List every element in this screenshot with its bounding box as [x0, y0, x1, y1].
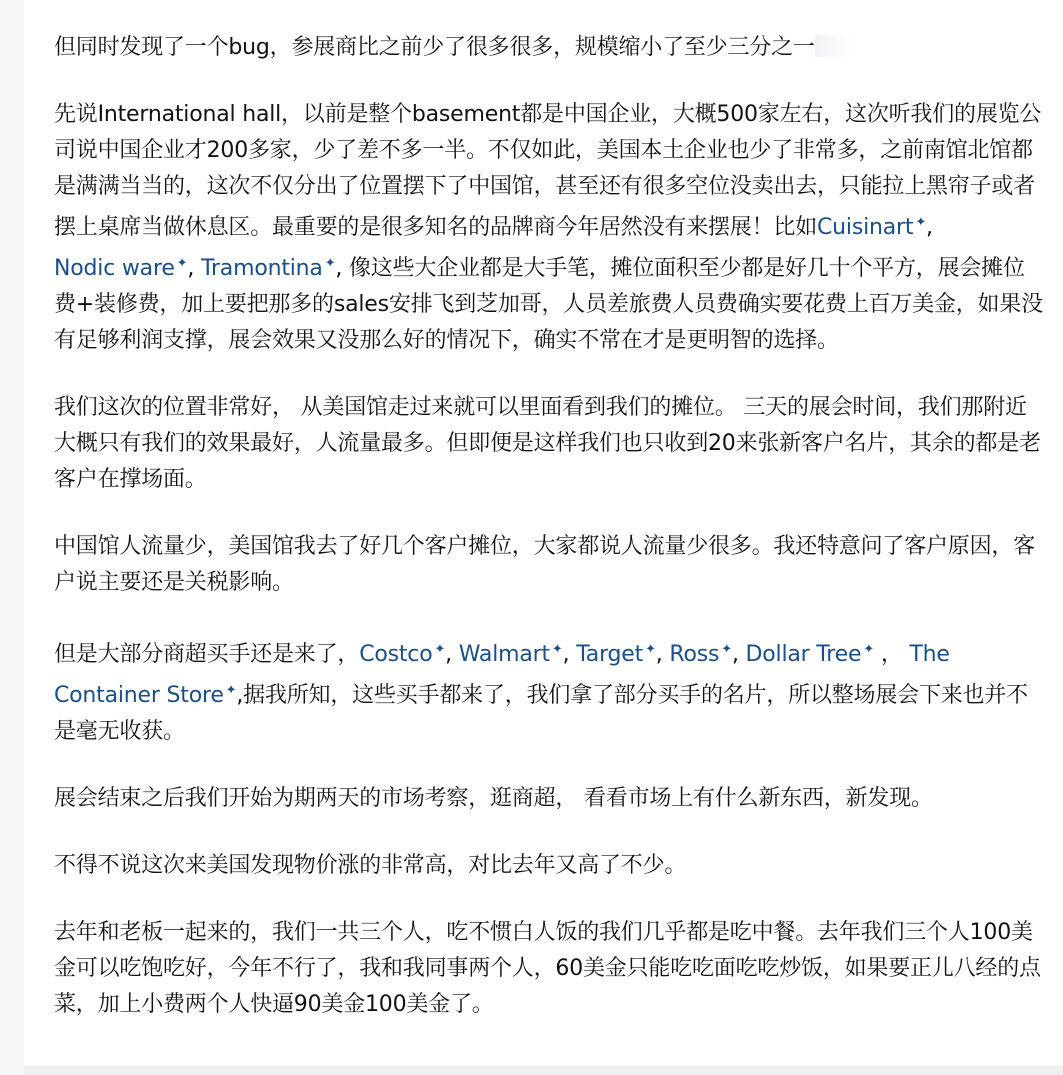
brand-link-ross[interactable]: [669, 642, 732, 667]
brand-link-walmart[interactable]: [459, 642, 563, 667]
separator: ,: [926, 215, 933, 240]
paragraph-8: 去年和老板一起来的，我们一共三个人，吃不惯白人饭的我们几乎都是吃中餐。去年我们三个人100美金可以吃饱吃好，今年不行了，我和我同事两个人，60美金只能吃吃面吃吃炒饭，如果要正儿八经的点菜，加上小费两个人快逼90美金100美金了。: [54, 920, 1041, 1017]
article-body: [54, 30, 1044, 1054]
brand-link-dollar-tree[interactable]: [746, 642, 875, 667]
brand-link-tramontina[interactable]: [201, 256, 335, 281]
sparkle-icon: ✦: [915, 215, 927, 230]
paragraph-2-text-a: 先说International hall，以前是整个basement都是中国企业，大概500家左右，这次听我们的展览公司说中国企业才200多家，少了差不多一半。不仅如此，美国本土企业也少了非常多，之前南馆北馆都是满满当当的，这次不仅分出了位置摆下了中国馆，甚至还有很多空位没卖出去，只能拉上黑帘子或者摆上桌席当做休息区。最重要的是很多知名的品牌商今年居然没有来摆展！比如: [54, 102, 1042, 240]
brand-link-label: Cuisinart: [817, 215, 914, 240]
paragraph-1-text: 但同时发现了一个bug，参展商比之前少了很多很多，规模缩小了至少三分之一: [54, 35, 815, 60]
paragraph-3: 我们这次的位置非常好， 从美国馆走过来就可以里面看到我们的摊位。 三天的展会时间，我们那附近大概只有我们的效果最好，人流量最多。但即便是这样我们也只收到20来张新客户名片，其余的都是老客户在撑场面。: [54, 395, 1041, 492]
sparkle-icon: ✦: [176, 256, 188, 271]
brand-link-label: The Container Store: [54, 642, 950, 708]
sparkle-icon: ✦: [225, 683, 237, 698]
separator: ，: [874, 642, 910, 667]
paragraph-5-text-b: ,据我所知，这些买手都来了，我们拿了部分买手的名片，所以整场展会下来也并不是毫无收获。: [54, 683, 1028, 744]
brand-link-label: Ross: [669, 642, 720, 667]
paragraph-2: [54, 97, 1044, 359]
brand-link-label: Costco: [359, 642, 433, 667]
brand-link-label: Tramontina: [200, 256, 323, 281]
paragraph-5: [54, 632, 1044, 750]
brand-link-label: Dollar Tree: [745, 642, 862, 667]
sparkle-icon: ✦: [324, 256, 336, 271]
sparkle-icon: ✦: [434, 642, 446, 657]
separator: ,: [655, 642, 670, 667]
separator: ,: [187, 256, 201, 281]
sparkle-icon: ✦: [551, 642, 563, 657]
paragraph-7: 不得不说这次来美国发现物价涨的非常高，对比去年又高了不少。: [54, 853, 687, 878]
brand-link-costco[interactable]: [359, 642, 445, 667]
paragraph-5-text-a: 但是大部分商超买手还是来了，: [54, 642, 360, 667]
separator: ,: [445, 642, 459, 667]
sparkle-icon: ✦: [863, 642, 875, 657]
paragraph-6: 展会结束之后我们开始为期两天的市场考察，逛商超， 看看市场上有什么新东西，新发现。: [54, 786, 933, 811]
separator: ,: [731, 642, 746, 667]
sparkle-icon: ✦: [645, 642, 656, 657]
paragraph-4: 中国馆人流量少，美国馆我去了好几个客户摊位，大家都说人流量少很多。我还特意问了客户原因，客户说主要还是关税影响。: [54, 534, 1036, 595]
separator: ,: [562, 642, 577, 667]
brand-link-nodic-ware[interactable]: [54, 256, 187, 281]
brand-link-cuisinart[interactable]: [817, 215, 926, 240]
bottom-divider: [24, 1066, 1063, 1075]
brand-link-label: Nodic ware: [54, 256, 175, 281]
paragraph-1: [54, 30, 1044, 66]
brand-link-label: Walmart: [458, 642, 550, 667]
sparkle-icon: ✦: [721, 642, 732, 657]
brand-link-target[interactable]: [576, 642, 656, 667]
brand-link-label: Target: [576, 642, 644, 667]
paragraph-2-text-b: , 像这些大企业都是大手笔，摊位面积至少都是好几十个平方，展会摊位费+装修费，加上要把那多的sales安排飞到芝加哥，人员差旅费人员费确实要花费上百万美金，如果没有足够利润支撑，展会效果又没那么好的情况下，确实不常在才是更明智的选择。: [54, 256, 1043, 353]
fade-overlay: [815, 35, 853, 57]
